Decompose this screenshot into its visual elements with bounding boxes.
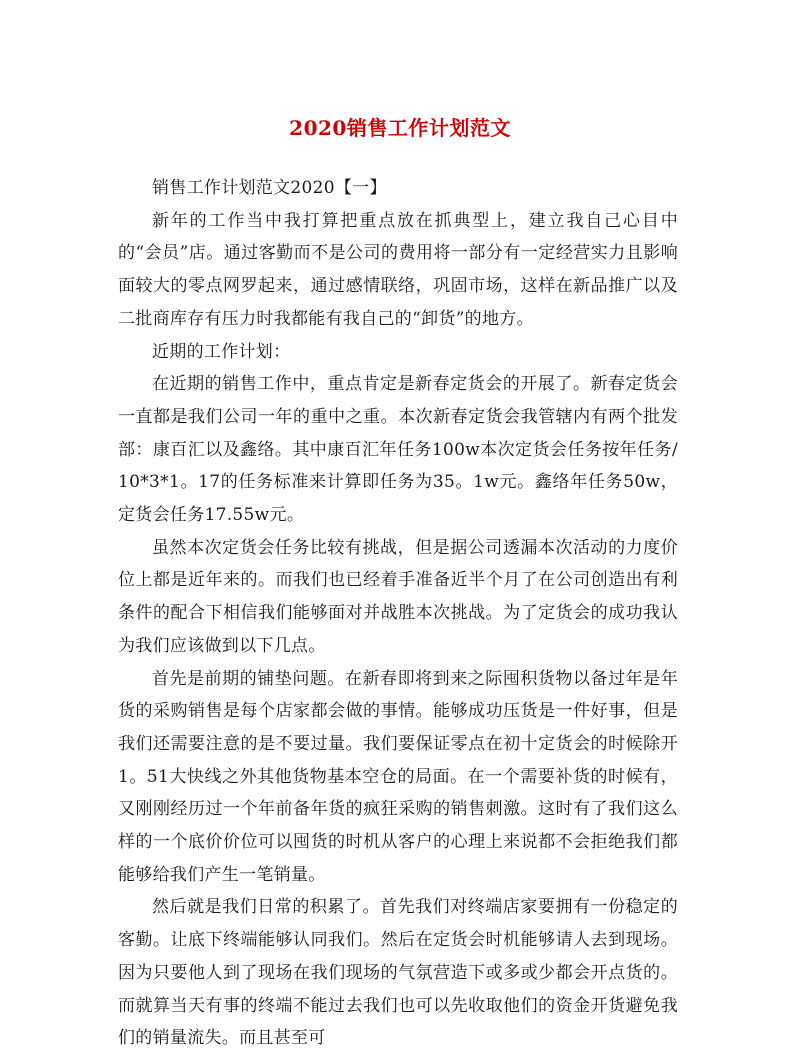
document-body xyxy=(118,172,678,1055)
document-title: 2020销售工作计划范文 xyxy=(289,116,511,140)
paragraph: 新年的工作当中我打算把重点放在抓典型上，建立我自己心目中的“会员”店。通过客勤而不是公司的费用将一部分有一定经营实力且影响面较大的零点网罗起来，通过感情联络，巩固市场，这样在新品推广以及二批商库存有压力时我都能有我自己的“卸货”的地方。 xyxy=(118,210,678,329)
paragraph: 首先是前期的铺垫问题。在新春即将到来之际囤积货物以备过年是年货的采购销售是每个店家都会做的事情。能够成功压货是一件好事，但是我们还需要注意的是不要过量。我们要保证零点在初十定货会的时候除开1。51大快线之外其他货物基本空仓的局面。在一个需要补货的时候有，又刚刚经历过一个年前备年货的疯狂采购的销售刺激。这时有了我们这么样的一个底价价位可以囤货的时机从客户的心理上来说都不会拒绝我们都能够给我们产生一笔销量。 xyxy=(118,668,678,885)
subheading: 近期的工作计划： xyxy=(152,341,291,362)
section-heading: 销售工作计划范文2020【一】 xyxy=(152,178,387,198)
paragraph: 虽然本次定货会任务比较有挑战，但是据公司透漏本次活动的力度价位上都是近年来的。而我们也已经着手准备近半个月了在公司创造出有利条件的配合下相信我们能够面对并战胜本次挑战。为了定货会的成功我认为我们应该做到以下几点。 xyxy=(118,537,678,656)
paragraph: 在近期的销售工作中，重点肯定是新春定货会的开展了。新春定货会一直都是我们公司一年的重中之重。本次新春定货会我管辖内有两个批发部：康百汇以及鑫络。其中康百汇年任务100w本次定货会任务按年任务/10*3*1。17的任务标准来计算即任务为35。1w元。鑫络年任务50w，定货会任务17.55w元。 xyxy=(118,374,678,526)
paragraph: 然后就是我们日常的积累了。首先我们对终端店家要拥有一份稳定的客勤。让底下终端能够认同我们。然后在定货会时机能够请人去到现场。因为只要他人到了现场在我们现场的气氛营造下或多或少都会开点货的。而就算当天有事的终端不能过去我们也可以先收取他们的资金开货避免我们的销量流失。而且甚至可 xyxy=(118,897,678,1049)
